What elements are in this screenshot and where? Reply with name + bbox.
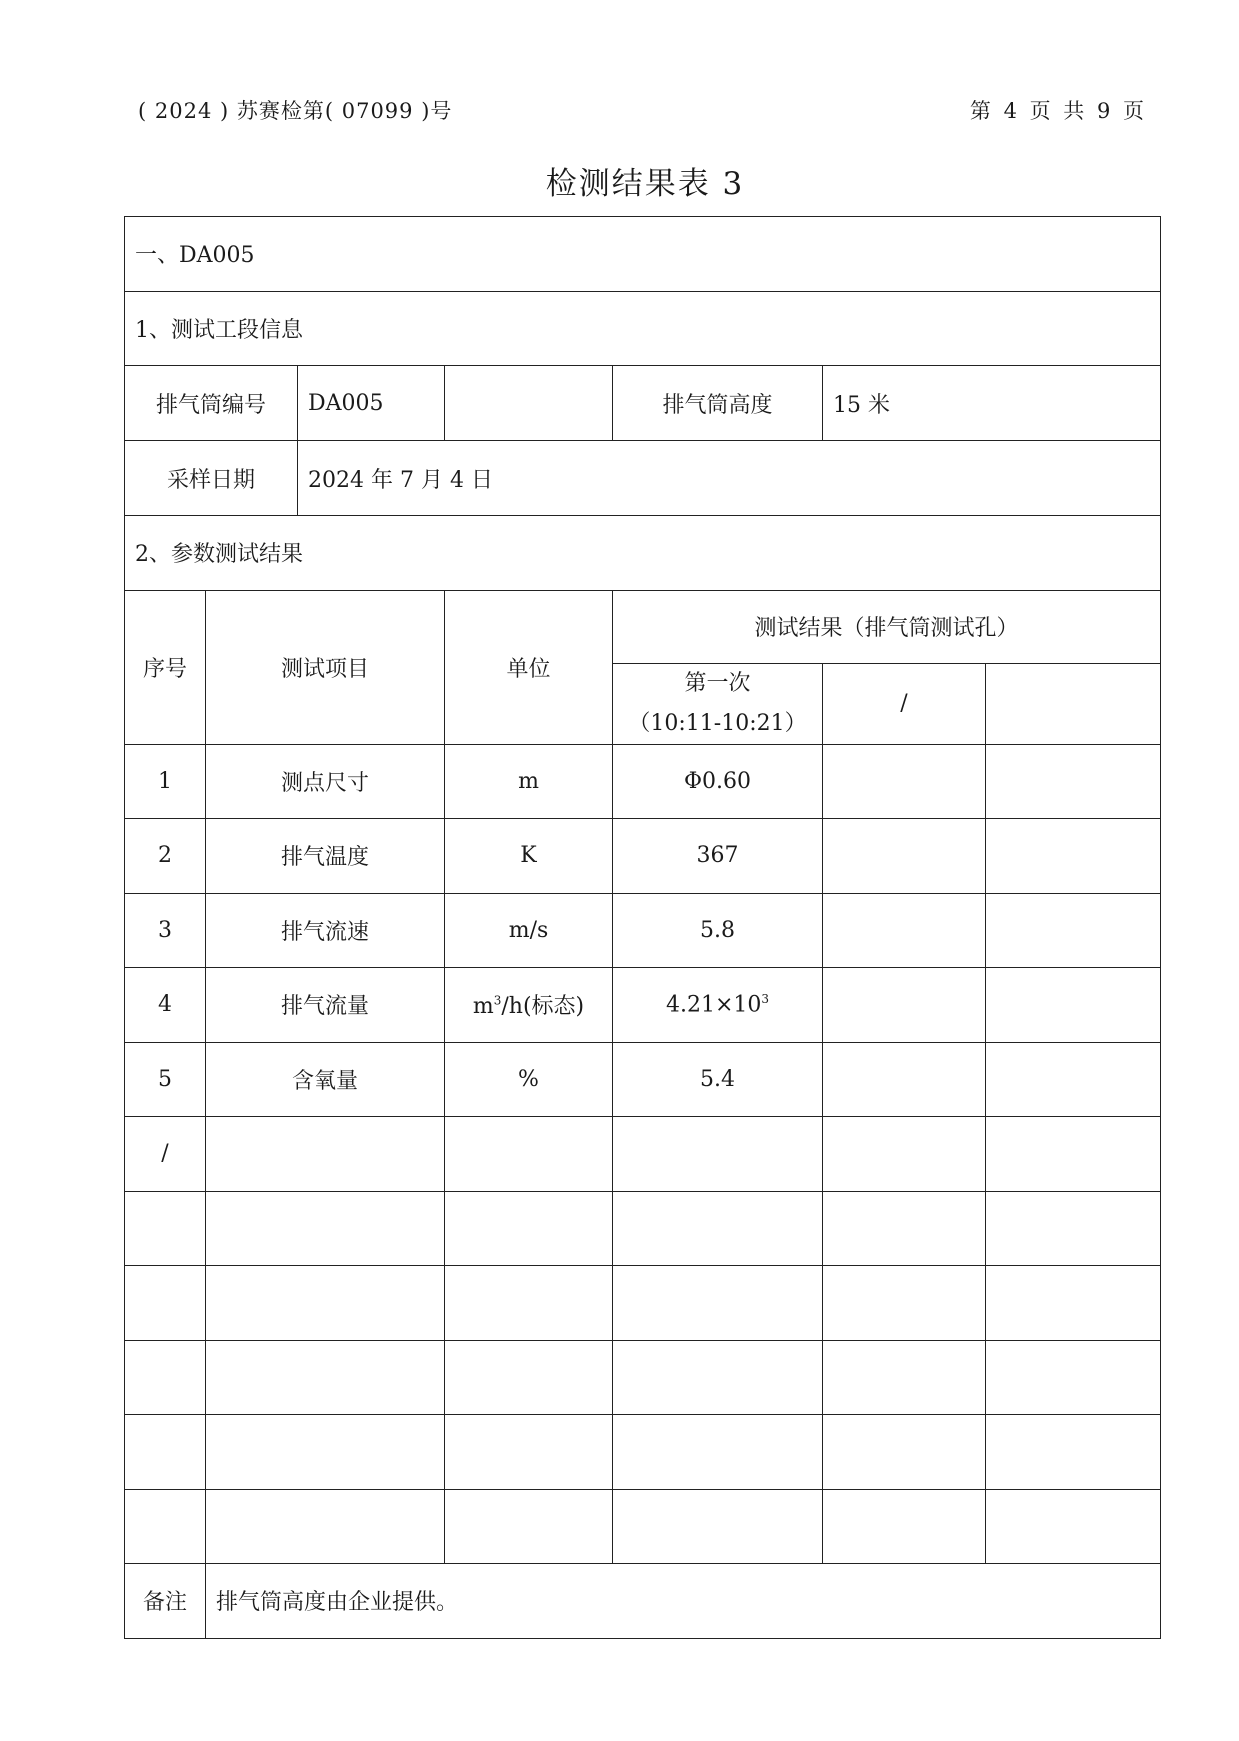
first-time: （10:11-10:21） (628, 710, 807, 736)
date-label: 采样日期 (125, 441, 298, 515)
row-value: 5.4 (613, 1042, 823, 1117)
page-title: 检测结果表 3 (545, 166, 745, 202)
first-label: 第一次 (684, 670, 751, 696)
row-value: $4.21\times 10^3$ (613, 968, 823, 1043)
row-item: 排气流量 (206, 968, 445, 1043)
info-row-stack (125, 366, 1161, 441)
header-row-1 (125, 590, 1161, 663)
row-seq: 5 (125, 1042, 206, 1117)
row-unit: % (445, 1042, 613, 1117)
table-row (125, 1042, 1161, 1117)
row-seq: / (125, 1117, 206, 1192)
row-item: 含氧量 (206, 1042, 445, 1117)
row-unit: m (445, 744, 613, 819)
report-number: ( 2024 ) 苏赛检第( 07099 )号 (138, 99, 453, 123)
section-info: 1、测试工段信息 (125, 291, 1161, 366)
row-value: 367 (613, 819, 823, 894)
col-first-header (613, 663, 823, 744)
row-unit: $m^3/h$(标态) (445, 968, 613, 1043)
table-row (125, 968, 1161, 1043)
row-value: 5.8 (613, 893, 823, 968)
info-row-date (125, 441, 1161, 516)
table-row (125, 1340, 1161, 1415)
row-value: Φ0.60 (613, 744, 823, 819)
page-info: 第 4 页 共 9 页 (969, 99, 1147, 123)
table-row (125, 1415, 1161, 1490)
table-row (125, 744, 1161, 819)
col-item-header: 测试项目 (206, 590, 445, 744)
row-seq: 4 (125, 968, 206, 1043)
row-seq: 3 (125, 893, 206, 968)
table-row (125, 893, 1161, 968)
table-row (125, 1266, 1161, 1341)
row-unit: m/s (445, 893, 613, 968)
date-value: 2024 年 7 月 4 日 (308, 467, 493, 493)
section-params: 2、参数测试结果 (125, 516, 1161, 591)
stack-height-value: 15 米 (823, 366, 1161, 441)
results-table (124, 216, 1161, 1639)
col-result-header: 测试结果（排气筒测试孔） (613, 590, 1161, 663)
section-da005: 一、DA005 (125, 217, 1161, 292)
remark-row (125, 1564, 1161, 1639)
row-item: 排气流速 (206, 893, 445, 968)
section-row-params (125, 516, 1161, 591)
table-row (125, 1191, 1161, 1266)
table-row (125, 1489, 1161, 1564)
col-slash-header: / (823, 663, 986, 744)
row-item: 排气温度 (206, 819, 445, 894)
row-item: 测点尺寸 (206, 744, 445, 819)
table-row (125, 1117, 1161, 1192)
col-seq-header: 序号 (125, 590, 206, 744)
remark-label: 备注 (125, 1564, 206, 1639)
col-unit-header: 单位 (445, 590, 613, 744)
table-row (125, 819, 1161, 894)
section-row-da005 (125, 217, 1161, 292)
row-seq: 1 (125, 744, 206, 819)
row-unit: K (445, 819, 613, 894)
stack-height-label: 排气筒高度 (613, 366, 823, 441)
stack-no-label: 排气筒编号 (125, 366, 298, 440)
section-row-info (125, 291, 1161, 366)
row-seq: 2 (125, 819, 206, 894)
remark-text: 排气筒高度由企业提供。 (206, 1564, 1161, 1639)
stack-no-value: DA005 (308, 390, 384, 416)
